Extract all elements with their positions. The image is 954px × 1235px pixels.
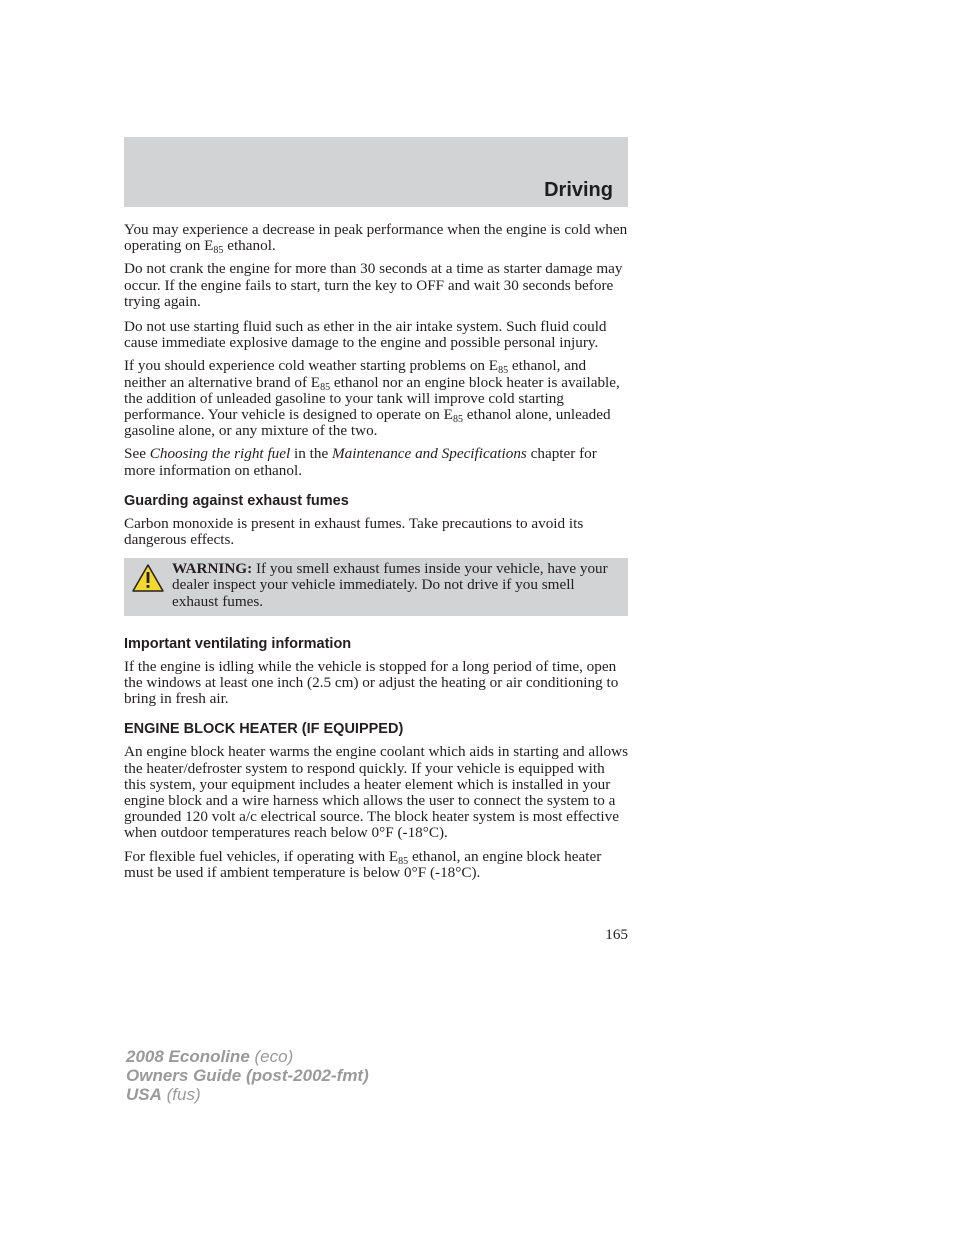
footer <box>126 1047 369 1104</box>
section-heading-exhaust: Guarding against exhaust fumes <box>124 492 349 509</box>
warning-triangle-icon <box>130 562 166 596</box>
paragraph: You may experience a decrease in peak performance when the engine is cold when operating on $E_{85}$ ethanol. <box>124 221 628 257</box>
paragraph: Do not use starting fluid such as ether in the air intake system. Such fluid could cause immediate explosive damage to the engine and possible personal injury. <box>124 318 607 352</box>
footer-line-guide: Owners Guide (post-2002-fmt) <box>126 1066 369 1085</box>
section-heading-block-heater: ENGINE BLOCK HEATER (IF EQUIPPED) <box>124 721 404 738</box>
paragraph: An engine block heater warms the engine coolant which aids in starting and allows the heater/defroster system to respond quickly. If your vehicle is equipped with this system, your equipment includes a heater element which is installed in your engine block and a wire harness which allows the user to connect the system to a grounded 120 volt a/c electrical source. The block heater system is most effective when outdoor temperatures reach below 0°F (-18°C). <box>124 743 628 842</box>
paragraph: If you should experience cold weather starting problems on $E_{85}$ ethanol, and neither an alternative brand of $E_{85}$ ethanol nor an engine block heater is available, the addition of unleaded gasoline to your tank will improve cold starting performance. Your vehicle is designed to operate on $E_{85}$ ethanol alone, unleaded gasoline alone, or any mixture of the two. <box>124 357 620 440</box>
cross-reference: Choosing the right fuel <box>149 445 291 463</box>
paragraph: If the engine is idling while the vehicle is stopped for a long period of time, open the windows at least one inch (2.5 cm) or adjust the heating or air conditioning to bring in fresh air. <box>124 657 619 708</box>
section-heading-ventilating: Important ventilating information <box>124 635 352 652</box>
paragraph: Carbon monoxide is present in exhaust fumes. Take precautions to avoid its dangerous effects. <box>124 514 584 549</box>
warning-label: WARNING: <box>172 560 253 578</box>
warning-box <box>124 558 628 616</box>
footer-line-market: USA (fus) <box>126 1085 201 1104</box>
paragraph: For flexible fuel vehicles, if operating with $E_{85}$ ethanol, an engine block heater must be used if ambient temperature is below 0°F (-18°C). <box>124 847 602 881</box>
paragraph: See Choosing the right fuel in the Maintenance and Specifications chapter for more information on ethanol. <box>124 445 597 479</box>
footer-line-model: 2008 Econoline (eco) <box>126 1047 294 1066</box>
page-title: Driving <box>544 179 613 201</box>
header-bar <box>124 137 628 207</box>
chapter-reference: Maintenance and Specifications <box>331 445 527 463</box>
page-content <box>124 222 628 888</box>
page-number: 165 <box>605 926 628 943</box>
warning-text: If you smell exhaust fumes inside your vehicle, have your dealer inspect your vehicle immediately. Do not drive if you smell exhaust fumes. <box>172 560 608 610</box>
paragraph: Do not crank the engine for more than 30 seconds at a time as starter damage may occur. If the engine fails to start, turn the key to OFF and wait 30 seconds before trying again. <box>124 260 623 310</box>
